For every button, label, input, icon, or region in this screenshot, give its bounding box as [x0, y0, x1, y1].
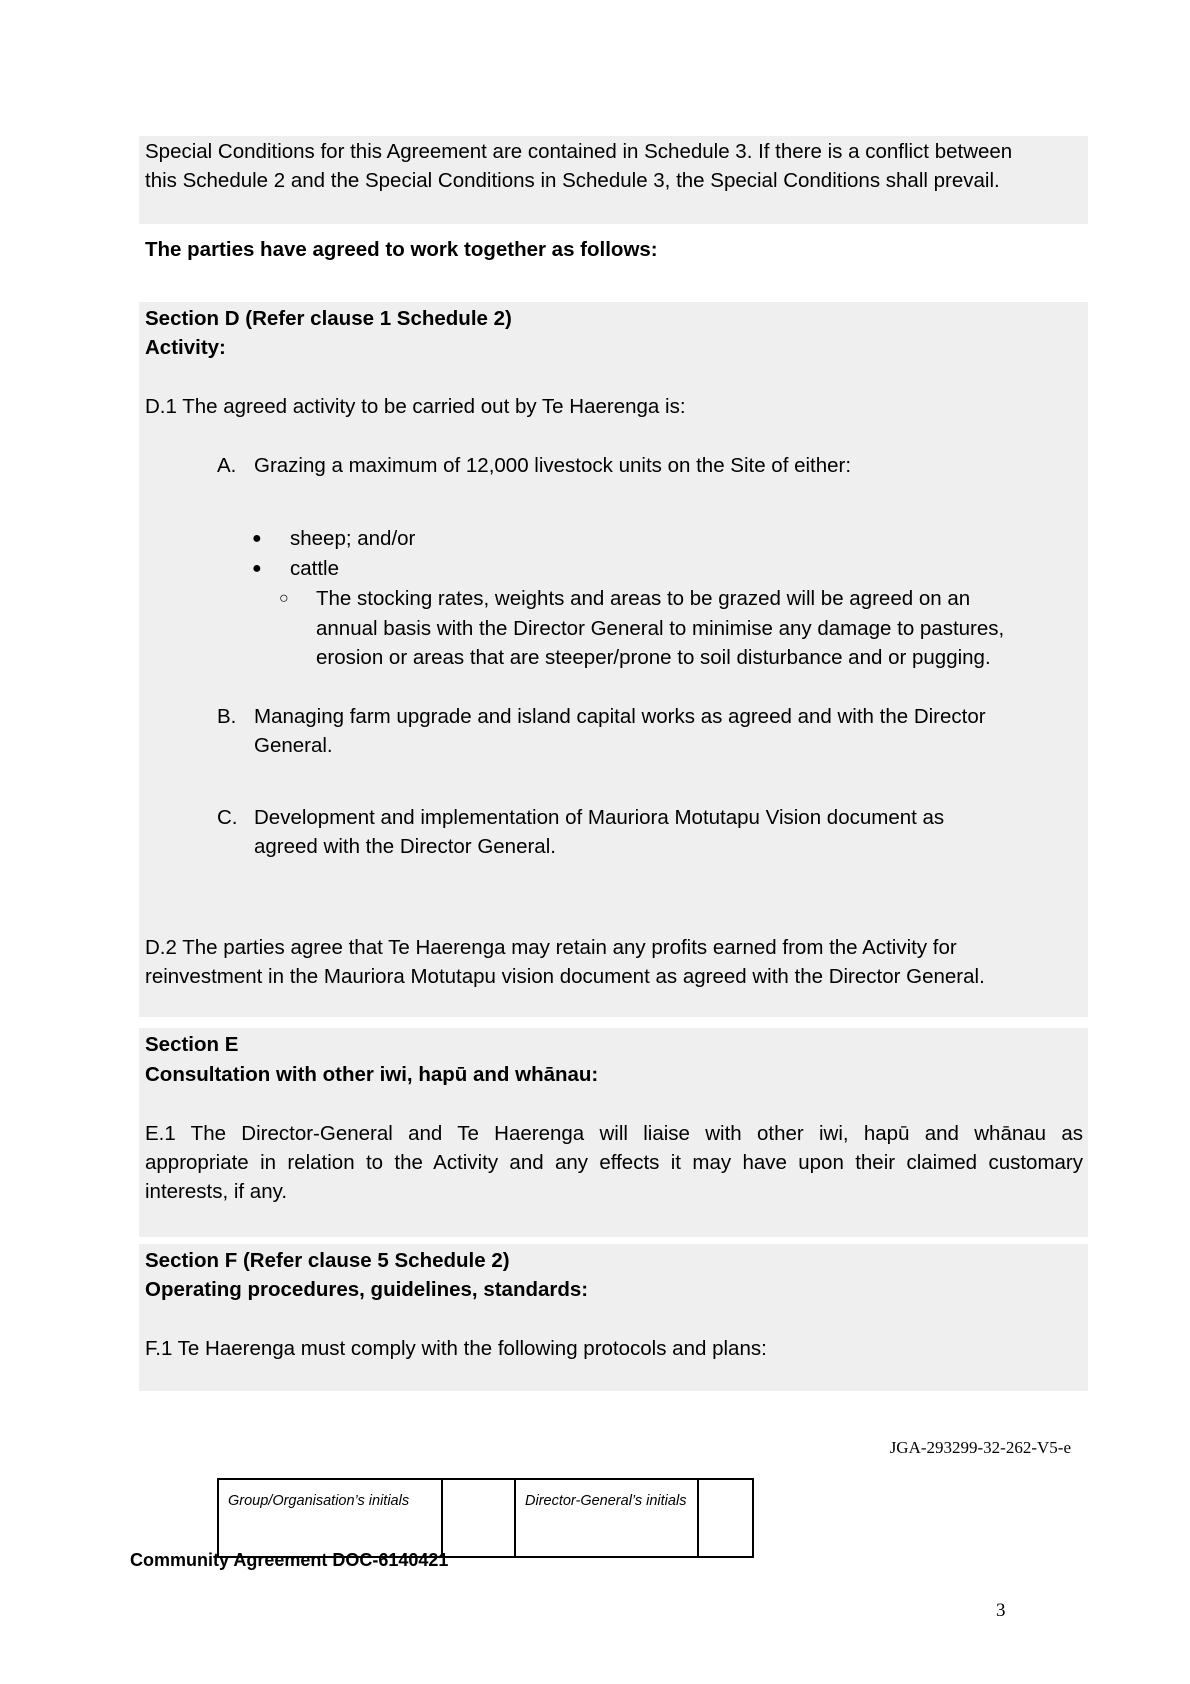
d2-line-2: reinvestment in the Mauriora Motutapu vision document as agreed with the Director General. [145, 965, 985, 988]
f1-text: F.1 Te Haerenga must comply with the following protocols and plans: [145, 1337, 767, 1360]
sub-bullet-line-3: erosion or areas that are steeper/prone to soil disturbance and or pugging. [316, 646, 991, 669]
initials-table [217, 1478, 754, 1558]
sub-bullet-line-2: annual basis with the Director General to minimise any damage to pastures, [316, 617, 1005, 640]
item-c-line-1: Development and implementation of Mauriora Motutapu Vision document as [254, 806, 945, 829]
dg-initials-label: Director-General’s initials [515, 1479, 698, 1557]
group-initials-box[interactable] [442, 1479, 515, 1557]
item-b-line-2: General. [254, 734, 333, 757]
section-e-subheading: Consultation with other iwi, hapū and whānau: [145, 1063, 599, 1086]
d2-line-1: D.2 The parties agree that Te Haerenga may retain any profits earned from the Activity for [145, 936, 957, 959]
item-b-line-1: Managing farm upgrade and island capital works as agreed and with the Director [254, 705, 986, 728]
circle-bullet-icon: ○ [279, 590, 289, 607]
e1-line-2: appropriate in relation to the Activity and any effects it may have upon their claimed customary [145, 1151, 1083, 1174]
bullet-sheep: sheep; and/or [290, 527, 416, 550]
d1-text: D.1 The agreed activity to be carried out by Te Haerenga is: [145, 395, 686, 418]
e1-line-3: interests, if any. [145, 1180, 288, 1203]
intro-line-2: this Schedule 2 and the Special Conditions in Schedule 3, the Special Conditions shall prevail. [145, 169, 1000, 192]
document-reference: JGA-293299-32-262-V5-e [889, 1438, 1071, 1457]
page-number: 3 [996, 1600, 1006, 1621]
agreed-heading: The parties have agreed to work together as follows: [145, 238, 658, 261]
intro-line-1: Special Conditions for this Agreement are contained in Schedule 3. If there is a conflict between [145, 140, 1013, 163]
section-d-heading: Section D (Refer clause 1 Schedule 2) [145, 307, 512, 330]
bullet-icon: ● [252, 530, 262, 547]
section-e-heading: Section E [145, 1033, 239, 1056]
section-d-subheading: Activity: [145, 336, 226, 359]
item-a-marker: A. [217, 454, 237, 477]
bullet-cattle: cattle [290, 557, 339, 580]
e1-line-1: E.1 The Director-General and Te Haerenga will liaise with other iwi, hapū and whānau as [145, 1122, 1083, 1145]
sub-bullet-line-1: The stocking rates, weights and areas to be grazed will be agreed on an [316, 587, 971, 610]
item-c-marker: C. [217, 806, 238, 829]
item-b-marker: B. [217, 705, 237, 728]
item-c-line-2: agreed with the Director General. [254, 835, 556, 858]
dg-initials-box[interactable] [698, 1479, 753, 1557]
group-initials-label: Group/Organisation’s initials [218, 1479, 442, 1557]
section-f-heading: Section F (Refer clause 5 Schedule 2) [145, 1249, 510, 1272]
footer-doc-id: Community Agreement DOC-6140421 [130, 1550, 449, 1570]
section-f-subheading: Operating procedures, guidelines, standards: [145, 1278, 589, 1301]
item-a-text: Grazing a maximum of 12,000 livestock units on the Site of either: [254, 454, 852, 477]
bullet-icon: ● [252, 560, 262, 577]
